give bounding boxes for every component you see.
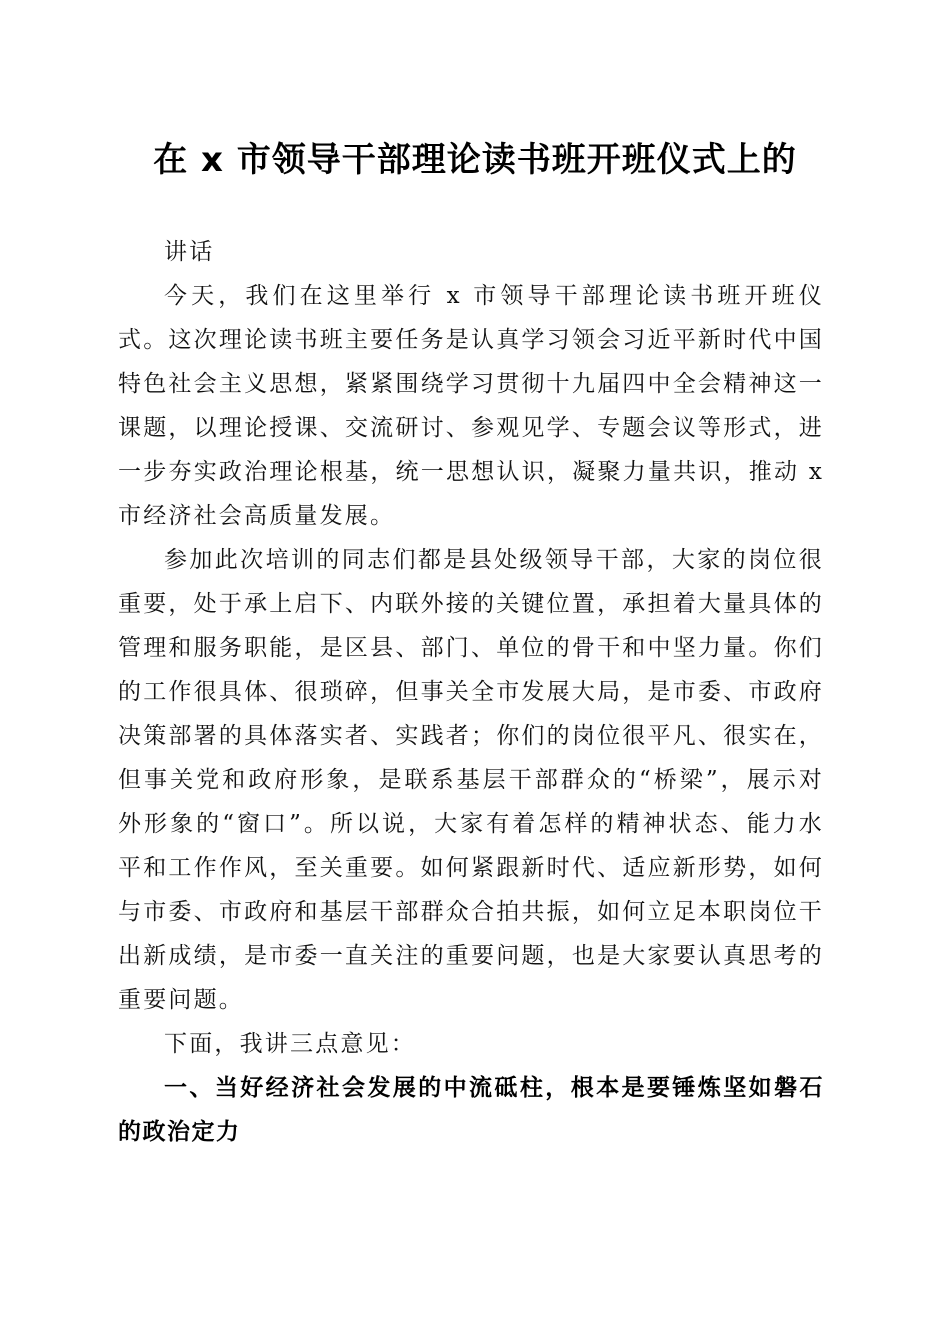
- paragraph-opening: 今天，我们在这里举行 x 市领导干部理论读书班开班仪式。这次理论读书班主要任务是认真学习领会习近平新时代中国特色社会主义思想，紧紧围绕学习贯彻十九届四中全会精神这一课题，以理论授课、交流研讨、参观见学、专题会议等形式，进一步夯实政治理论根基，统一思想认识，凝聚力量共识，推动 x 市经济社会高质量发展。: [118, 283, 824, 529]
- section-heading-1: 一、当好经济社会发展的中流砥柱，根本是要锤炼坚如磐石的政治定力: [118, 1075, 824, 1145]
- document-title: 在 x 市领导干部理论读书班开班仪式上的: [153, 140, 797, 180]
- paragraph-participants: 参加此次培训的同志们都是县处级领导干部，大家的岗位很重要，处于承上启下、内联外接的关键位置，承担着大量具体的管理和服务职能，是区县、部门、单位的骨干和中坚力量。你们的工作很具体、很琐碎，但事关全市发展大局，是市委、市政府决策部署的具体落实者、实践者；你们的岗位很平凡、很实在，但事关党和政府形象，是联系基层干部群众的“桥梁”，展示对外形象的“窗口”。所以说，大家有着怎样的精神状态、能力水平和工作作风，至关重要。如何紧跟新时代、适应新形势，如何与市委、市政府和基层干部群众合拍共振，如何立足本职岗位干出新成绩，是市委一直关注的重要问题，也是大家要认真思考的重要问题。: [118, 547, 824, 1013]
- paragraph-transition: 下面，我讲三点意见：: [164, 1031, 416, 1057]
- paragraph-speech-label: 讲话: [164, 239, 215, 265]
- document-body: [118, 230, 824, 1154]
